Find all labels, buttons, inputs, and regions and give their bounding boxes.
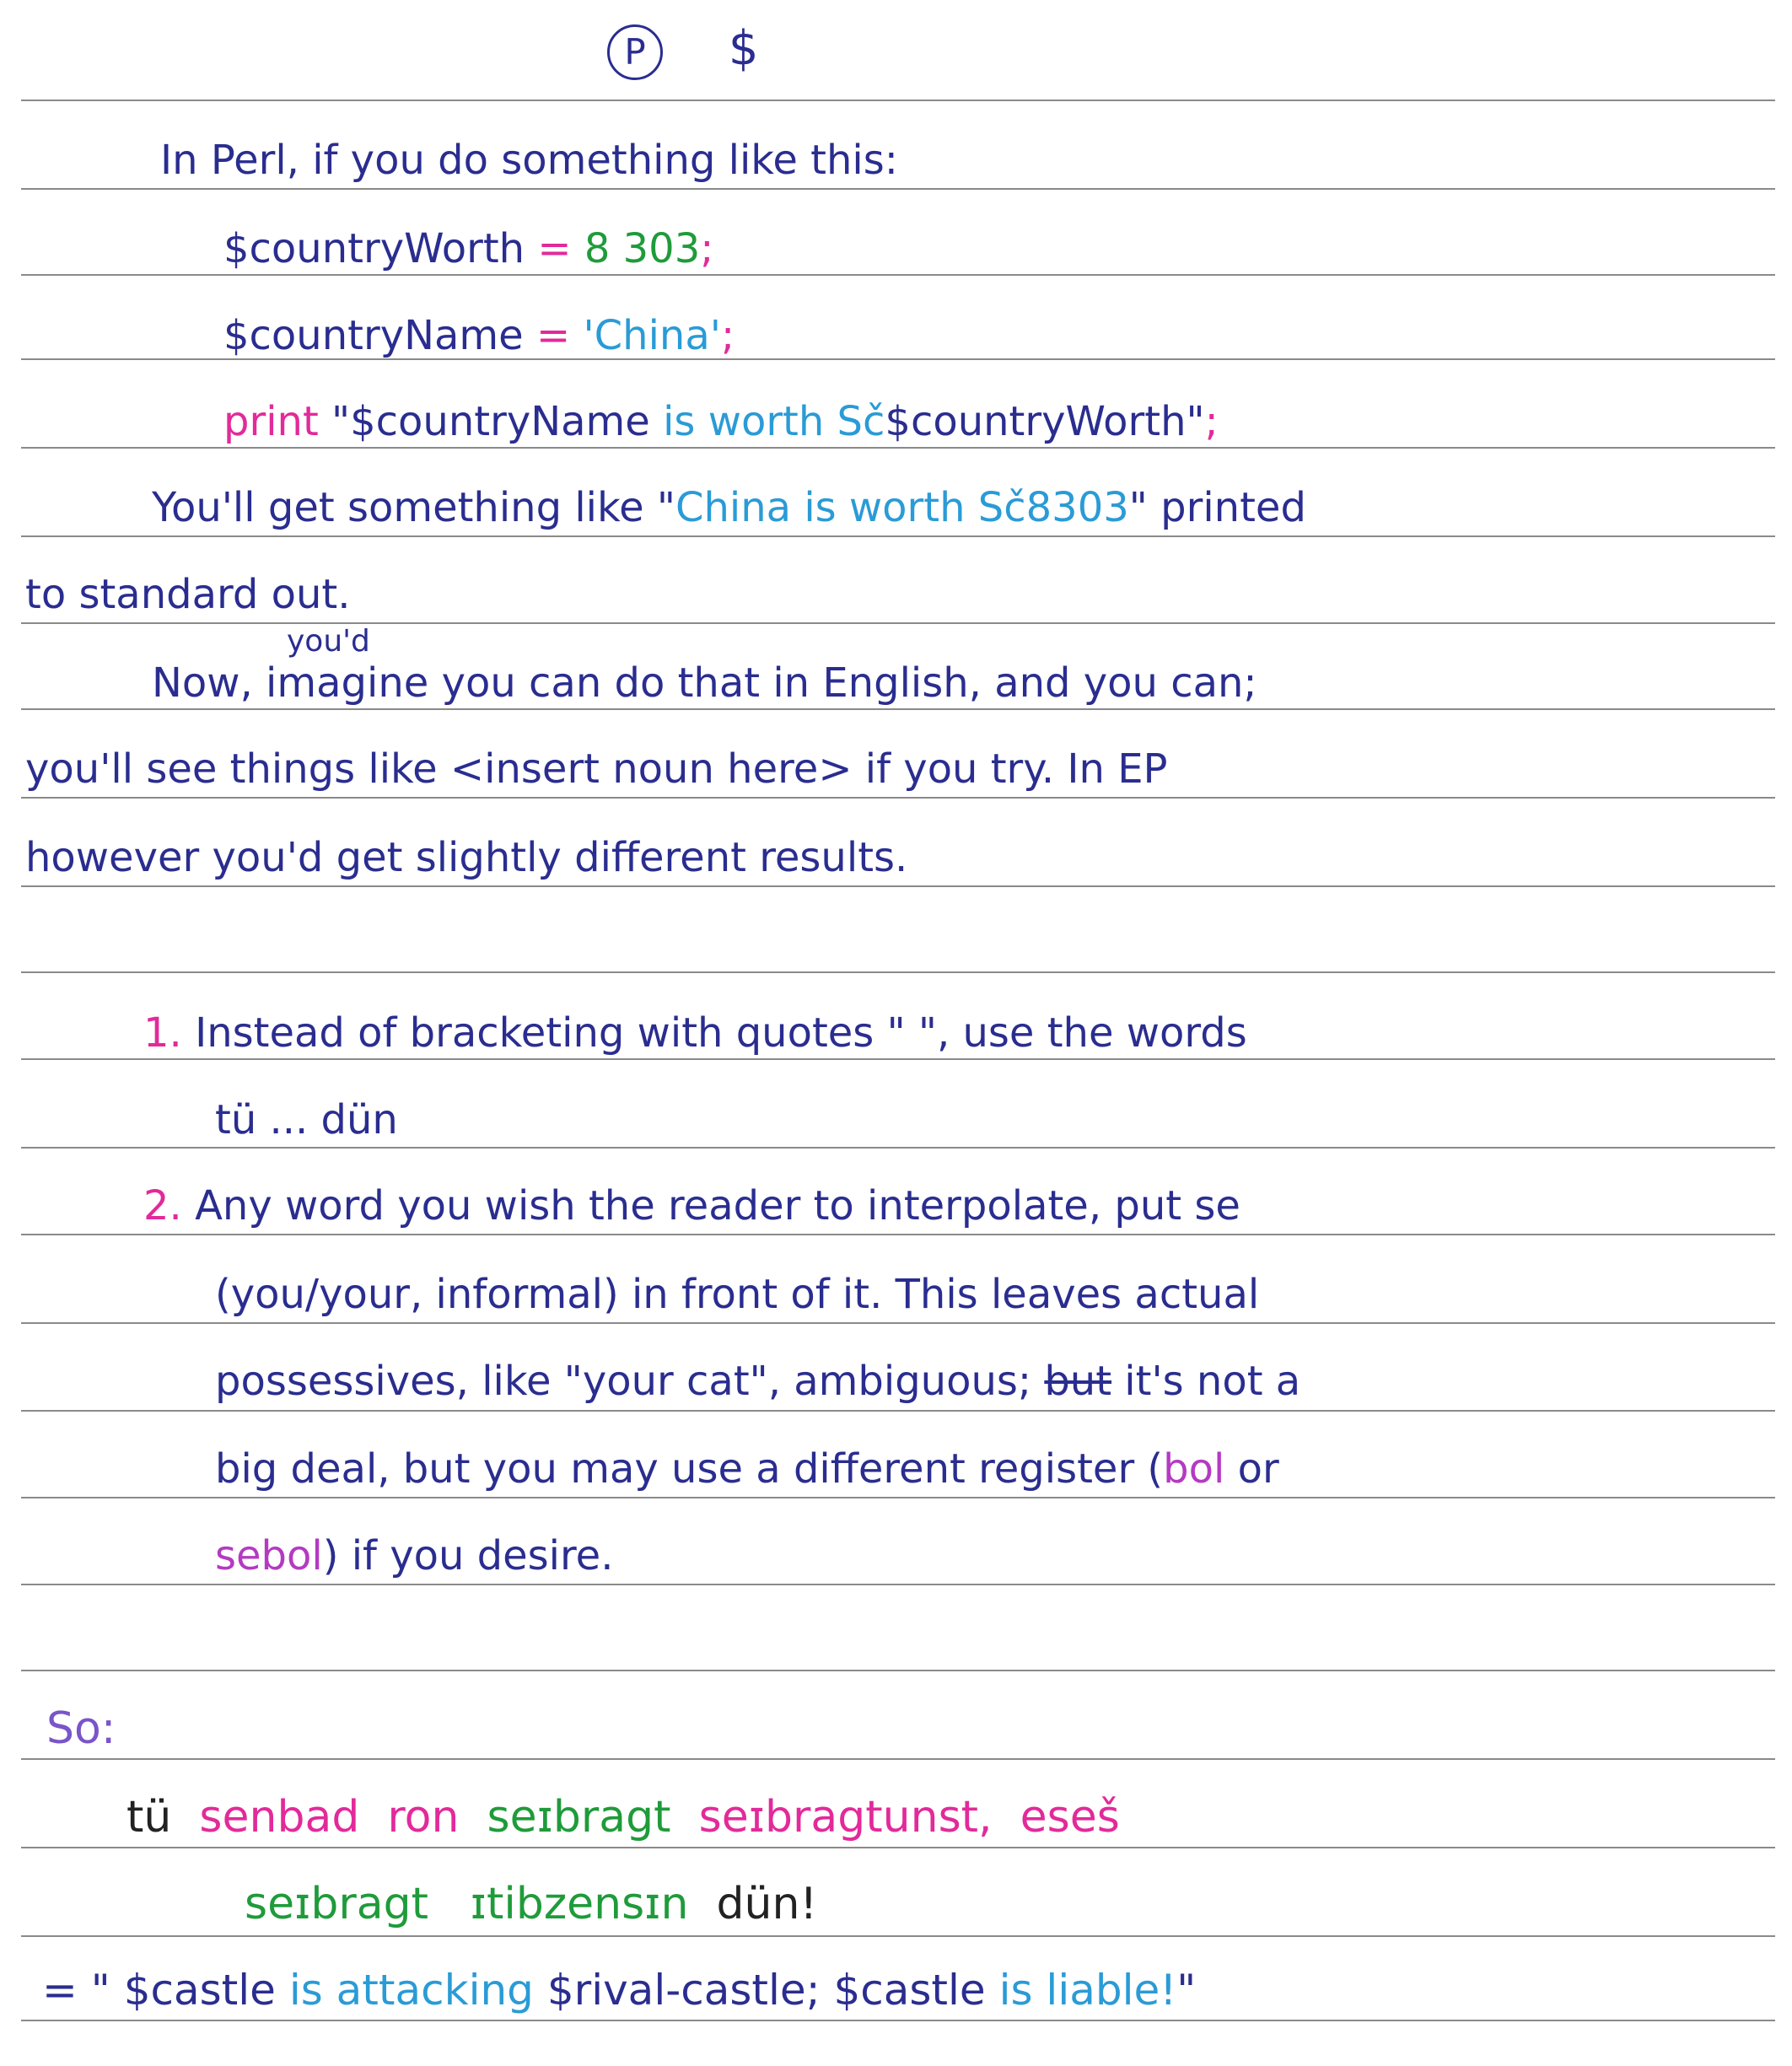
example-line-2 <box>245 1879 817 1929</box>
rule-1-line-1 <box>143 1008 1247 1058</box>
gloss-var: $rival-castle; <box>533 1966 834 2015</box>
now-line-1 <box>152 658 1257 708</box>
ruled-line <box>21 1058 1775 1060</box>
result-text-d: to standard out. <box>25 571 351 618</box>
ruled-line <box>21 1410 1775 1412</box>
ruled-line <box>21 797 1775 799</box>
insertion-note: you'd <box>287 624 370 659</box>
rule-2-line-3 <box>215 1356 1300 1407</box>
code-string-open: "$countryName <box>318 398 650 445</box>
circled-letter: P <box>607 24 663 80</box>
code-string-close: " <box>1186 398 1205 445</box>
rule-text: tü ... dün <box>215 1096 398 1143</box>
register-word: sebol <box>215 1532 323 1579</box>
intro-lead-text: In Perl, if you do something like this: <box>160 137 898 184</box>
result-line <box>152 482 1306 533</box>
ruled-line <box>21 1147 1775 1149</box>
code-var: $countryWorth <box>885 398 1187 445</box>
ruled-line <box>21 100 1775 101</box>
result-text-a: You'll get something like " <box>152 484 675 531</box>
rule-text: ) if you desire. <box>322 1532 614 1579</box>
ruled-line <box>21 971 1775 973</box>
rule-text: big deal, but you may use a different register ( <box>215 1445 1164 1493</box>
ruled-line <box>21 447 1775 449</box>
code-end: ; <box>1204 398 1219 445</box>
code-var: $countryName <box>223 312 524 359</box>
example-word: senbad <box>199 1792 360 1843</box>
ruled-line <box>21 1322 1775 1324</box>
code-currency: Sč <box>837 398 885 445</box>
code-end: ; <box>700 225 714 272</box>
ruled-line <box>21 188 1775 190</box>
rule-text: Instead of bracketing with quotes " ", use the words <box>195 1009 1247 1057</box>
ruled-line <box>21 1234 1775 1235</box>
code-value: 'China' <box>583 312 721 359</box>
now-text-3: however you'd get slightly different results. <box>25 834 908 881</box>
gloss-var: $castle <box>833 1966 986 2015</box>
gloss-var: $castle <box>123 1966 276 2015</box>
dollar-symbol: $ <box>728 21 759 76</box>
gloss-word: liable! <box>1046 1966 1177 2015</box>
code-line-1 <box>223 223 713 274</box>
code-line-3 <box>223 396 1219 447</box>
register-word: bol <box>1163 1445 1225 1493</box>
intro-lead <box>160 135 898 186</box>
result-output: China is worth Sč8303 <box>675 484 1129 531</box>
rule-text: Any word you wish the reader to interpolate, put se <box>195 1182 1240 1229</box>
rule-text: (you/your, informal) in front of it. This leaves actual <box>215 1271 1260 1318</box>
now-line-2 <box>25 744 1167 794</box>
ruled-line <box>21 2020 1775 2021</box>
page-header <box>607 21 759 80</box>
rule-2-line-2 <box>215 1269 1259 1320</box>
so-label: So: <box>46 1703 116 1754</box>
gloss-close: " <box>1176 1966 1197 2015</box>
gloss-line <box>42 1965 1196 2015</box>
result-line-2 <box>25 569 350 620</box>
code-end: ; <box>720 312 735 359</box>
ruled-line <box>21 1584 1775 1585</box>
ruled-line <box>21 622 1775 624</box>
rule-number: 1. <box>143 1009 182 1057</box>
struck-word: but <box>1044 1358 1112 1405</box>
rule-text: possessives, like "your cat", ambiguous; <box>215 1358 1045 1405</box>
code-op: = <box>525 225 584 272</box>
now-line-3 <box>25 832 907 883</box>
ruled-line <box>21 885 1775 887</box>
rule-2-line-1 <box>143 1181 1240 1231</box>
now-text-1: Now, imagine you can do that in English, and you can; <box>152 659 1257 707</box>
ruled-line <box>21 1758 1775 1760</box>
code-var: $countryWorth <box>223 225 525 272</box>
example-label <box>46 1703 116 1754</box>
rule-text: or <box>1224 1445 1279 1493</box>
rule-2-line-5 <box>215 1531 613 1581</box>
code-line-2 <box>223 310 735 361</box>
example-word: seɪbragt <box>245 1879 429 1929</box>
ruled-line <box>21 708 1775 710</box>
example-word: eseš <box>1020 1792 1120 1843</box>
ruled-line <box>21 1847 1775 1848</box>
rule-text: it's not a <box>1111 1358 1301 1405</box>
example-word: seɪbragt <box>487 1792 671 1843</box>
gloss-open: = " <box>42 1966 124 2015</box>
gloss-word: is <box>985 1966 1047 2015</box>
ruled-line <box>21 274 1775 276</box>
code-string-mid: is worth <box>649 398 837 445</box>
ruled-line <box>21 1670 1775 1671</box>
code-value: 8 303 <box>584 225 701 272</box>
quote-open-word: tü <box>126 1792 172 1843</box>
now-text-2: you'll see things like <insert noun here> if you try. In EP <box>25 745 1168 793</box>
ruled-line <box>21 1935 1775 1937</box>
gloss-word: attacking <box>336 1966 534 2015</box>
example-word: seɪbragtunst, <box>698 1792 993 1843</box>
code-op: = <box>523 312 584 359</box>
quote-close-word: dün! <box>716 1879 818 1929</box>
rule-1-line-2 <box>215 1095 398 1145</box>
gloss-word: is <box>275 1966 336 2015</box>
ruled-line <box>21 1497 1775 1498</box>
example-word: ɪtibzensɪn <box>470 1879 689 1929</box>
code-keyword: print <box>223 398 319 445</box>
rule-number: 2. <box>143 1182 182 1229</box>
example-word: ron <box>387 1792 460 1843</box>
ruled-line <box>21 535 1775 537</box>
rule-2-line-4 <box>215 1444 1279 1494</box>
example-line-1 <box>126 1792 1120 1843</box>
result-text-c: " printed <box>1128 484 1306 531</box>
